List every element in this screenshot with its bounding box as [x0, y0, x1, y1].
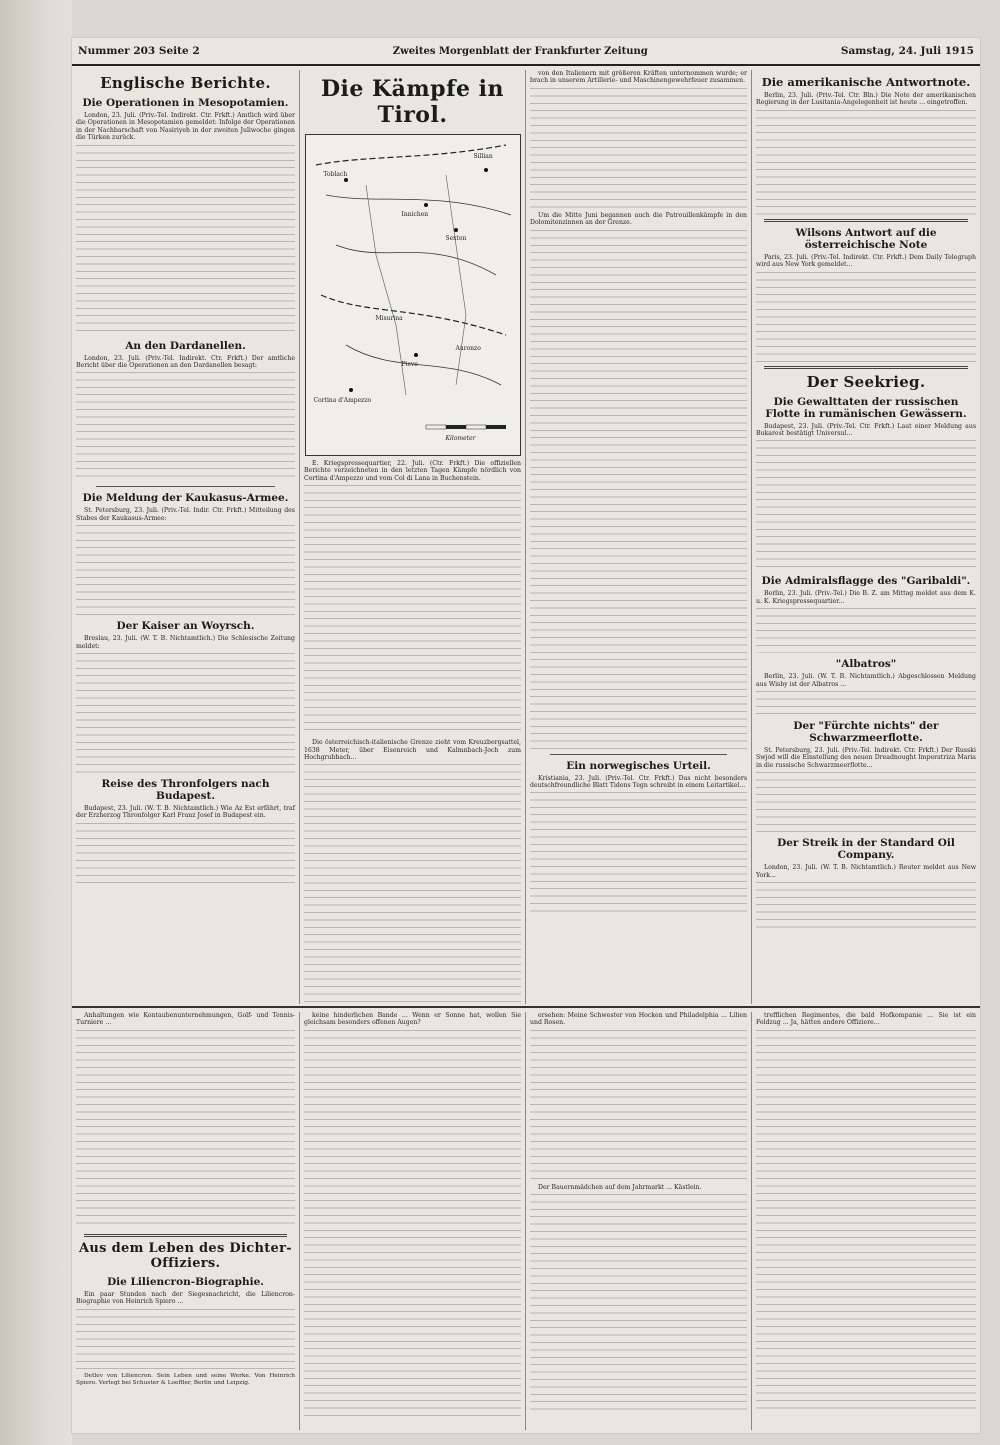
- article-text: von den Italienern mit größeren Kräften unternommen wurde; er brach in unserem Artillerie- und Maschinengewehrfeuer zusammen.: [530, 70, 747, 85]
- article-text: Ein paar Stunden nach der Siegesnachricht, die Liliencron-Biographie von Heinrich Spiero ...: [76, 1290, 295, 1306]
- feuilleton-column-3: [526, 1012, 752, 1430]
- divider: [764, 219, 968, 222]
- column-1: [72, 70, 300, 1004]
- map-label-sillian: Sillian: [473, 153, 493, 160]
- article-text: Budapest, 23. Juli. (Priv.-Tel. Ctr. Frkft.) Laut einer Meldung aus Bukarest bestätigt Universul...: [756, 422, 976, 438]
- article-text: ersehen: Meine Schwester von Hocken und Philadelphia ... Lilien und Rosen.: [530, 1012, 747, 1027]
- feuilleton-column-4: [752, 1012, 980, 1430]
- text-block: [756, 1030, 976, 1410]
- map-label-pieve: Pieve: [401, 361, 418, 368]
- article-text: London, 23. Juli. (Priv.-Tel. Indirekt. Ctr. Frkft.) Der amtliche Bericht über die Operationen an den Dardanellen besagt:: [76, 354, 295, 370]
- text-block: [530, 1030, 747, 1180]
- column-3: [526, 70, 752, 1004]
- map-label-misurina: Misurina: [375, 315, 403, 322]
- text-block: [756, 272, 976, 362]
- subhead-russian-fleet: Die Gewalttaten der russischen Flotte in rumänischen Gewässern.: [765, 395, 967, 420]
- text-block: [76, 1309, 295, 1369]
- feuilleton-column-2: [300, 1012, 526, 1430]
- subhead-thronfolger: Reise des Thronfolgers nach Budapest.: [101, 778, 270, 803]
- headline-tirol: Die Kämpfe in Tirol.: [320, 76, 505, 128]
- text-block: [76, 145, 295, 335]
- article-text: Berlin, 23. Juli. (Priv.-Tel.) Die B. Z. am Mittag meldet aus dem K. u. K. Kriegspressequartier...: [756, 590, 976, 605]
- text-block: [756, 772, 976, 832]
- map-label-innichen: Innichen: [401, 211, 429, 218]
- article-text: St. Petersburg, 23. Juli. (Priv.-Tel. Indir. Ctr. Frkft.) Mitteilung des Stabes der Kaukasus-Armee:: [76, 507, 295, 522]
- map-label-toblach: Toblach: [323, 171, 348, 178]
- column-2: [300, 70, 526, 1004]
- map-label-sexten: Sexten: [445, 235, 467, 242]
- subhead-standard-oil: Der Streik in der Standard Oil Company.: [777, 837, 955, 862]
- article-text: Paris, 23. Juli. (Priv.-Tel. Indirekt. Ctr. Frkft.) Dem Daily Telegraph wird aus New York gemeldet...: [756, 253, 976, 269]
- article-text: Kristiania, 23. Juli. (Priv.-Tel. Ctr. Frkft.) Das nicht besonders deutschfreundliche Blatt Tidens Tegn schreibt in einem Leitartikel...: [530, 774, 747, 790]
- text-block: [530, 88, 747, 208]
- subhead-liliencron: Die Liliencron-Biographie.: [107, 1275, 264, 1288]
- subhead-dardanelles: An den Dardanellen.: [125, 339, 246, 352]
- article-text: keine hinderlichen Bande ... Wenn er Sonne hat, wollen Sie gleichsam besonders offenen Augen?: [304, 1012, 521, 1027]
- scan-edge: [0, 0, 72, 1445]
- subhead-garibaldi: Die Admiralsflagge des "Garibaldi".: [761, 575, 971, 588]
- divider: [550, 754, 727, 755]
- text-block: [756, 691, 976, 715]
- text-block: [304, 1030, 521, 1420]
- feuilleton-column-1: [72, 1012, 300, 1430]
- article-text: Der Bauernmädchen auf dem Jahrmarkt ... Kästlein.: [538, 1183, 702, 1191]
- article-text: London, 23. Juli. (Priv.-Tel. Indirekt. Ctr. Frkft.) Amtlich wird über die Operationen in Mesopotamien gemeldet: Infolge der Operationen in der Nachbarschaft von Nasiriyeh in der zweiten Juliwoche gingen die Türken zurück.: [76, 112, 295, 142]
- article-text: Breslau, 23. Juli. (W. T. B. Nichtamtlich.) Die Schlesische Zeitung meldet:: [76, 635, 295, 650]
- text-block: [756, 110, 976, 215]
- subhead-norwegian: Ein norwegisches Urteil.: [566, 759, 711, 772]
- article-text: Berlin, 23. Juli. (W. T. B. Nichtamtlich.) Abgeschlossen Meldung aus Wisby ist der Albatros ...: [756, 673, 976, 688]
- text-block: [76, 525, 295, 615]
- footnote: Detlev von Liliencron. Sein Leben und seine Werke. Von Heinrich Spiero. Verlegt bei Schuster & Loeffler, Berlin und Leipzig.: [76, 1372, 295, 1387]
- subhead-mesopotamia: Die Operationen in Mesopotamien.: [82, 97, 289, 109]
- article-text: Die österreichisch-italienische Grenze zieht vom Kreuzbergsattel, 1638 Meter, über Eisenreich und Kalmnbach-Joch zum Hochgrubbach...: [304, 739, 521, 762]
- article-text: Anhaltungen wie Kontaubenunternehmungen, Golf- und Tennis-Turniere ...: [76, 1012, 295, 1027]
- text-block: [530, 1194, 747, 1414]
- article-text: London, 23. Juli. (W. T. B. Nichtamtlich.) Reuter meldet aus New York...: [756, 864, 976, 879]
- text-block: [76, 823, 295, 883]
- text-block: [756, 440, 976, 570]
- text-block: [530, 230, 747, 750]
- article-text: Berlin, 23. Juli. (Priv.-Tel. Ctr. Bln.) Die Note der amerikanischen Regierung in der Lusitania-Angelegenheit ist heute ... eingetroffen.: [756, 92, 976, 107]
- article-text: St. Petersburg, 23. Juli. (Priv.-Tel. Indirekt. Ctr. Frkft.) Der Russki Swjod will die Einstellung des neuen Dreadnought Imperatriza Maria in die russische Schwarzmeerflotte...: [756, 747, 976, 769]
- subhead-albatros: "Albatros": [835, 658, 897, 671]
- subhead-fuerchte-nichts: Der "Fürchte nichts" der Schwarzmeerflotte.: [793, 720, 939, 745]
- headline-english-reports: Englische Berichte.: [100, 74, 271, 92]
- newspaper-page: [72, 38, 980, 1433]
- text-block: [756, 882, 976, 932]
- article-text: Um die Mitte Juni begannen auch die Patrouillenkämpfe in den Dolomitenzinnen an der Grenze.: [530, 211, 747, 227]
- headline-seekrieg: Der Seekrieg.: [806, 372, 926, 391]
- headline-dichter-offizier: Aus dem Leben des Dichter-Offiziers.: [79, 1240, 292, 1271]
- masthead: [72, 38, 980, 66]
- map-graphic: [306, 135, 520, 455]
- number-page: Nummer 203 Seite 2: [78, 45, 200, 57]
- divider: [96, 486, 275, 487]
- subhead-kaiser-woyrsch: Der Kaiser an Woyrsch.: [116, 620, 255, 633]
- column-4: [752, 70, 980, 1004]
- issue-date: Samstag, 24. Juli 1915: [840, 45, 974, 57]
- article-text: Budapest, 23. Juli. (W. T. B. Nichtamtlich.) Wie Az Est erfährt, traf der Erzherzog Thronfolger Karl Franz Josef in Budapest ein.: [76, 805, 295, 820]
- divider: [84, 1234, 287, 1237]
- map-label-auronzo: Auronzo: [455, 345, 481, 352]
- text-block: [304, 485, 521, 735]
- text-block: [76, 653, 295, 773]
- map-scale-label: Kilometer: [445, 435, 476, 442]
- subhead-wilson: Wilsons Antwort auf die österreichische Note: [795, 226, 937, 251]
- text-block: [304, 764, 521, 1004]
- text-block: [76, 372, 295, 482]
- subhead-caucasus: Die Meldung der Kaukasus-Armee.: [82, 492, 289, 505]
- text-block: [756, 608, 976, 653]
- map-label-cortina: Cortina d'Ampezzo: [313, 397, 372, 404]
- text-block: [530, 792, 747, 912]
- map-tirol: [305, 134, 521, 456]
- article-text: trefflichen Regimentes, die bald Hofkompanie ... Sie ist ein Feldzug ... Ja, hätten andere Offiziere...: [756, 1012, 976, 1027]
- article-text: E. Kriegspressequartier, 22. Juli. (Ctr. Frkft.) Die offiziellen Berichte verzeichneten in den letzten Tagen Kämpfe nördlich von Cortina d'Ampezzo und vom Col di Lana in Buchenstein.: [304, 460, 521, 482]
- divider: [764, 366, 968, 369]
- section-divider: [72, 1006, 980, 1008]
- text-block: [76, 1030, 295, 1230]
- paper-name: Zweites Morgenblatt der Frankfurter Zeitung: [392, 45, 648, 57]
- headline-american-note: Die amerikanische Antwortnote.: [761, 75, 971, 89]
